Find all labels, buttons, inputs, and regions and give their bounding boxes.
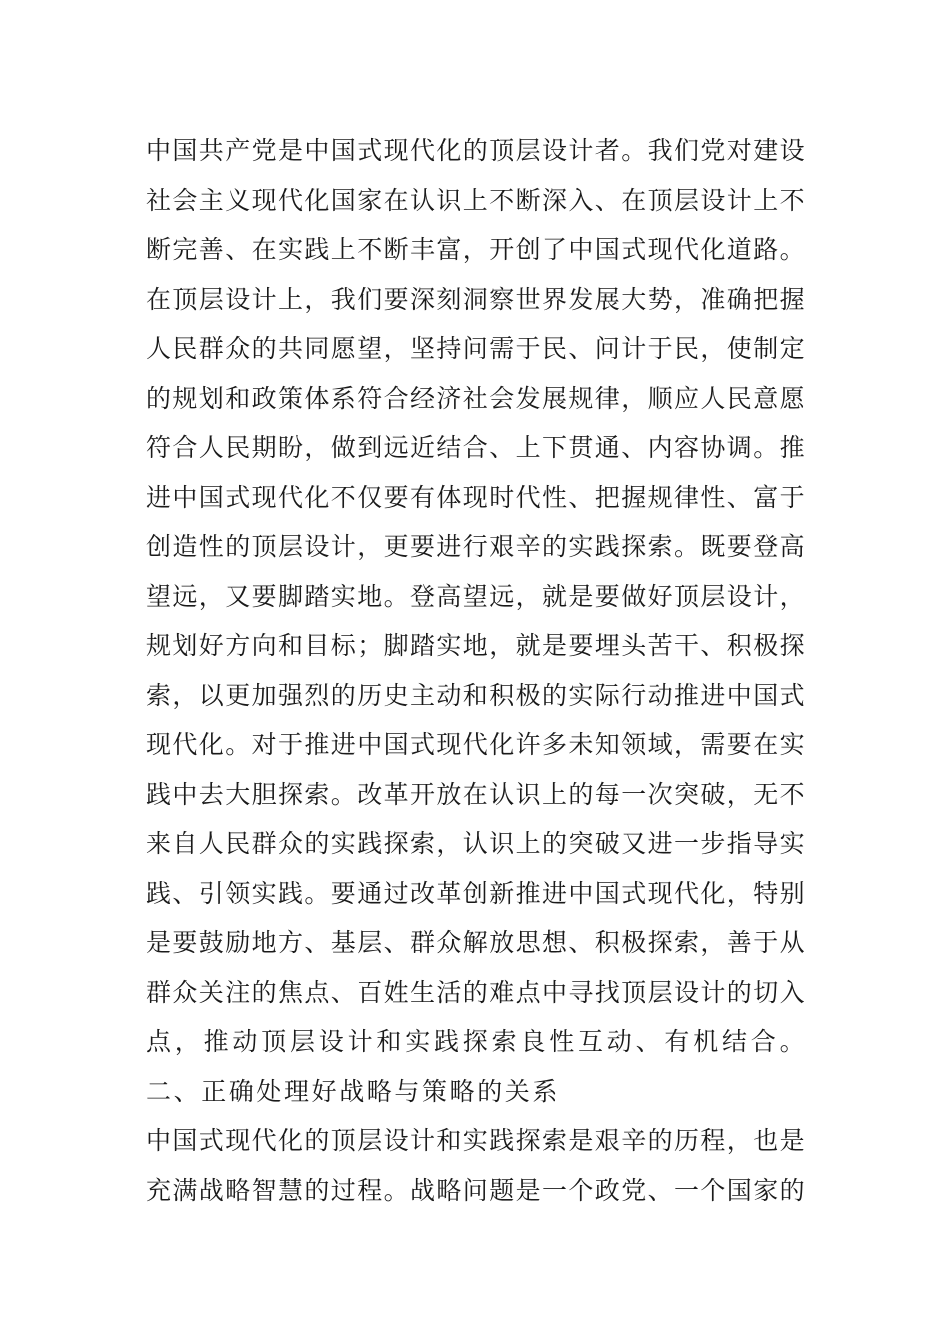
text-line: 来自人民群众的实践探索，认识上的突破又进一步指导实 (146, 829, 807, 858)
text-line: 践中去大胆探索。改革开放在认识上的每一次突破，无不 (146, 779, 807, 809)
text-line: 望远，又要脚踏实地。登高望远，就是要做好顶层设计， (146, 581, 807, 611)
text-line: 进中国式现代化不仅要有体现时代性、把握规律性、富于 (146, 482, 807, 512)
text-line: 人民群众的共同愿望，坚持问需于民、问计于民，使制定 (146, 334, 807, 363)
section-heading: 二、正确处理好战略与策略的关系 (146, 1076, 561, 1106)
text-line: 社会主义现代化国家在认识上不断深入、在顶层设计上不 (146, 185, 807, 215)
text-line: 充满战略智慧的过程。战略问题是一个政党、一个国家的 (146, 1175, 807, 1205)
text-line: 在顶层设计上，我们要深刻洞察世界发展大势，准确把握 (146, 284, 807, 314)
text-line: 索，以更加强烈的历史主动和积极的实际行动推进中国式 (146, 680, 807, 710)
text-line: 创造性的顶层设计，更要进行艰辛的实践探索。既要登高 (146, 532, 807, 561)
text-line: 中国式现代化的顶层设计和实践探索是艰辛的历程，也是 (146, 1126, 807, 1155)
text-line: 中国共产党是中国式现代化的顶层设计者。我们党对建设 (146, 136, 807, 165)
document-body (146, 126, 810, 1215)
text-line: 是要鼓励地方、基层、群众解放思想、积极探索，善于从 (146, 928, 807, 957)
text-line: 践、引领实践。要通过改革创新推进中国式现代化，特别 (146, 878, 807, 908)
text-line: 群众关注的焦点、百姓生活的难点中寻找顶层设计的切入 (146, 977, 807, 1007)
text-line: 规划好方向和目标；脚踏实地，就是要埋头苦干、积极探 (146, 631, 807, 660)
text-line: 点，推动顶层设计和实践探索良性互动、有机结合。 (146, 1027, 809, 1056)
text-line: 断完善、在实践上不断丰富，开创了中国式现代化道路。 (146, 235, 807, 264)
text-line: 现代化。对于推进中国式现代化许多未知领域，需要在实 (146, 730, 807, 759)
text-line: 符合人民期盼，做到远近结合、上下贯通、内容协调。推 (146, 433, 807, 462)
text-line: 的规划和政策体系符合经济社会发展规律，顺应人民意愿 (146, 383, 807, 413)
